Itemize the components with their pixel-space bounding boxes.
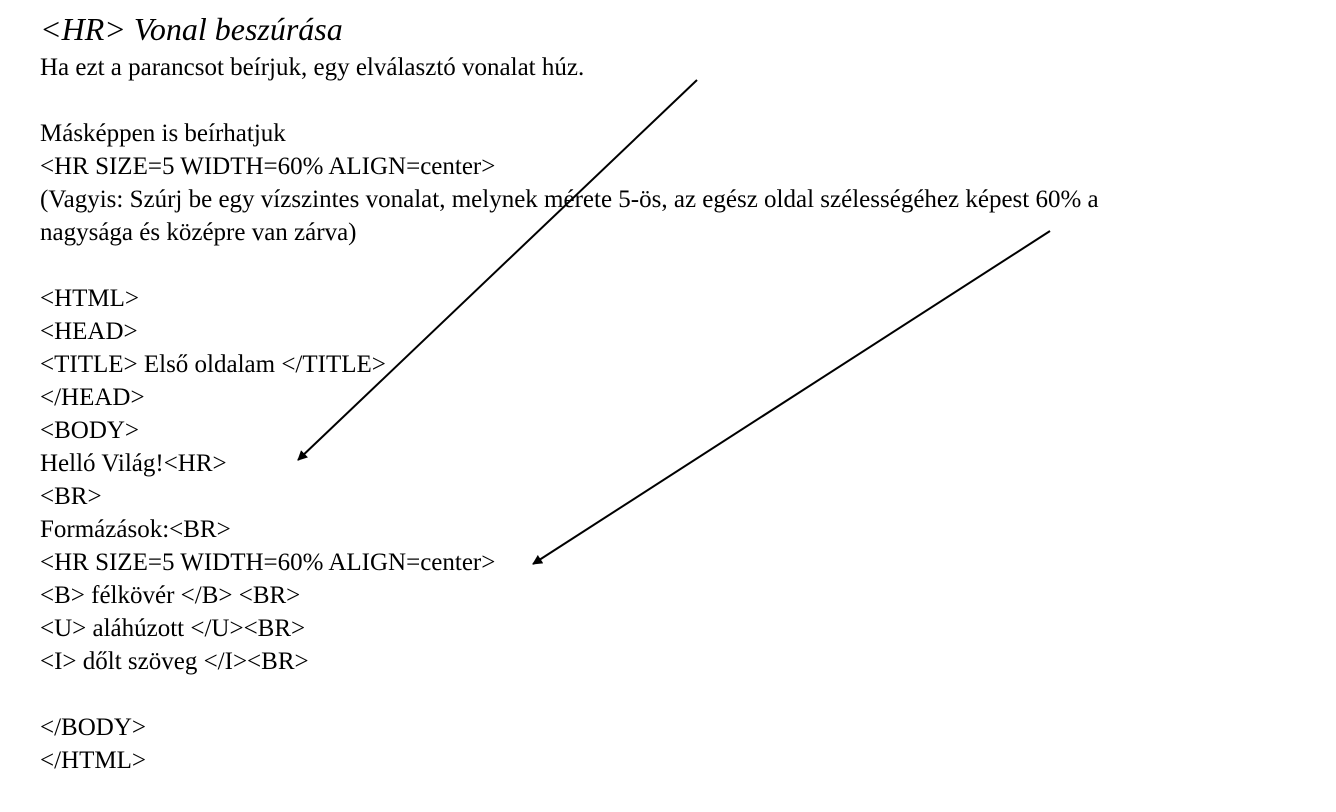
section-heading: <HR> Vonal beszúrása — [40, 11, 343, 47]
intro-text: Ha ezt a parancsot beírjuk, egy elválasztó vonalat húz. — [40, 54, 585, 81]
code-line-head-close: </HEAD> — [40, 384, 145, 411]
code-line-title: <TITLE> Első oldalam </TITLE> — [40, 351, 386, 378]
code-line-body-open: <BODY> — [40, 417, 140, 444]
code-line-br: <BR> — [40, 483, 102, 510]
arrow-to-hello-hr — [298, 80, 697, 460]
alt-intro-text: Másképpen is beírhatjuk — [40, 120, 286, 147]
code-line-underline: <U> aláhúzott </U><BR> — [40, 615, 306, 642]
code-line-head-open: <HEAD> — [40, 318, 138, 345]
code-line-html-close: </HTML> — [40, 747, 146, 774]
code-line-html-open: <HTML> — [40, 285, 140, 312]
code-line-body-close: </BODY> — [40, 714, 146, 741]
code-line-formazasok: Formázások:<BR> — [40, 516, 231, 543]
explanation-line-2: nagysága és középre van zárva) — [40, 219, 357, 246]
hr-example-code: <HR SIZE=5 WIDTH=60% ALIGN=center> — [40, 153, 496, 180]
code-line-hello: Helló Világ!<HR> — [40, 450, 227, 477]
explanation-line-1: (Vagyis: Szúrj be egy vízszintes vonalat, melynek mérete 5-ös, az egész oldal szélességéhez képest 60% a — [40, 186, 1099, 213]
code-line-bold: <B> félkövér </B> <BR> — [40, 582, 301, 609]
code-line-italic: <I> dőlt szöveg </I><BR> — [40, 648, 309, 675]
arrow-to-hr-sized — [533, 231, 1050, 564]
code-line-hr-sized: <HR SIZE=5 WIDTH=60% ALIGN=center> — [40, 549, 496, 576]
